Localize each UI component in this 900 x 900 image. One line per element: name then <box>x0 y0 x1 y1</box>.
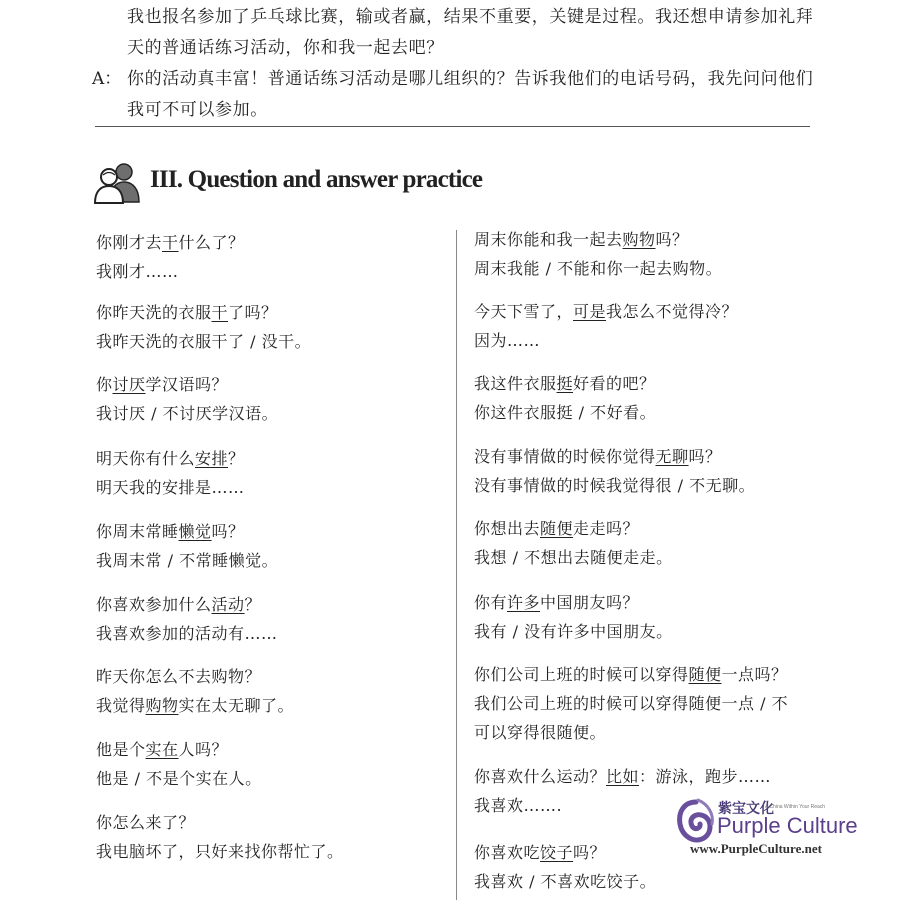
speaker-label: A： <box>92 69 122 89</box>
question-text <box>96 735 262 764</box>
two-people-icon <box>93 160 141 204</box>
question-text <box>474 588 673 617</box>
qa-item <box>474 297 738 355</box>
answer-text: 他是 / 不是个实在人。 <box>96 769 262 788</box>
dialogue-line-2: 天的普通话练习活动，你和我一起去吧？ <box>127 38 444 58</box>
question-suffix: ：游泳，跑步…… <box>639 767 772 786</box>
question-text <box>474 660 788 689</box>
underlined-word: 随便 <box>540 519 574 538</box>
question-suffix: ？ <box>244 595 262 614</box>
question-prefix: 你周末常睡 <box>96 522 179 541</box>
underlined-word: 挺 <box>556 374 574 393</box>
section-divider <box>95 126 810 127</box>
qa-item <box>474 369 656 427</box>
question-text <box>96 517 278 546</box>
answer-suffix: 实在太无聊了。 <box>178 696 295 715</box>
question-suffix: 吗？ <box>688 447 722 466</box>
question-prefix: 昨天你怎么不去购物？ <box>96 667 262 686</box>
question-suffix: 人吗？ <box>178 740 229 759</box>
qa-item <box>96 444 245 502</box>
question-text <box>474 838 656 867</box>
underlined-word: 干 <box>162 233 179 252</box>
section-title: III. Question and answer practice <box>150 166 483 193</box>
answer-text: 我喜欢参加的活动有…… <box>96 624 278 643</box>
question-prefix: 你刚才去 <box>96 233 163 252</box>
question-suffix: 了吗？ <box>228 303 278 322</box>
question-prefix: 周末你能和我一起去 <box>474 230 623 249</box>
question-text <box>474 369 656 398</box>
column-divider <box>456 230 457 900</box>
qa-item <box>96 298 311 356</box>
underlined-word: 安排 <box>195 449 229 468</box>
question-suffix: 走走吗？ <box>573 519 640 538</box>
question-suffix: 学汉语吗？ <box>145 375 229 394</box>
qa-item <box>474 514 673 572</box>
answer-text: 我讨厌 / 不讨厌学汉语。 <box>96 404 279 423</box>
watermark-name: Purple Culture <box>717 813 858 838</box>
question-suffix: 什么了？ <box>178 233 245 252</box>
underlined-word: 实在 <box>145 740 179 759</box>
answer-text: 我刚才…… <box>96 262 179 281</box>
qa-item <box>96 228 245 286</box>
question-prefix: 我这件衣服 <box>474 374 557 393</box>
question-prefix: 你想出去 <box>474 519 541 538</box>
answer-text: 我有 / 没有许多中国朋友。 <box>474 622 673 641</box>
question-suffix: ？ <box>228 449 245 468</box>
question-prefix: 他是个 <box>96 740 146 759</box>
question-suffix: 吗？ <box>211 522 245 541</box>
question-suffix: 吗？ <box>573 843 607 862</box>
question-suffix: 一点吗？ <box>721 665 788 684</box>
question-suffix: 好看的吧？ <box>573 374 656 393</box>
underlined-word: 随便 <box>688 665 722 684</box>
question-prefix: 你喜欢吃 <box>474 843 541 862</box>
question-prefix: 今天下雪了， <box>474 302 574 321</box>
answer-text: 我喜欢 / 不喜欢吃饺子。 <box>474 872 657 891</box>
question-text <box>474 442 755 471</box>
underlined-word: 购物 <box>622 230 656 249</box>
question-suffix: 中国朋友吗？ <box>540 593 640 612</box>
answer-text: 我们公司上班的时候可以穿得随便一点 / 不 <box>474 694 789 713</box>
watermark-tagline: A China Within Your Reach <box>765 804 826 810</box>
question-text <box>96 228 245 257</box>
qa-item <box>474 442 755 500</box>
question-prefix: 没有事情做的时候你觉得 <box>474 447 656 466</box>
answer-text: 我昨天洗的衣服干了 / 没干。 <box>96 332 312 351</box>
answer-text: 我想 / 不想出去随便走走。 <box>474 548 673 567</box>
underlined-word: 比如 <box>606 767 640 786</box>
qa-item <box>96 808 344 866</box>
qa-item <box>474 225 722 283</box>
question-text <box>474 762 771 791</box>
answer-text: 因为…… <box>474 331 541 350</box>
answer-text: 没有事情做的时候我觉得很 / 不无聊。 <box>474 476 756 495</box>
question-text <box>474 225 722 254</box>
qa-item <box>474 660 788 747</box>
answer-text: 我周末常 / 不常睡懒觉。 <box>96 551 279 570</box>
question-prefix: 你喜欢参加什么 <box>96 595 212 614</box>
qa-item <box>96 370 278 428</box>
underlined-word: 活动 <box>211 595 245 614</box>
question-prefix: 明天你有什么 <box>96 449 196 468</box>
underlined-word: 饺子 <box>540 843 574 862</box>
dialogue-line-3: 你的活动真丰富！普通话练习活动是哪儿组织的？告诉我他们的电话号码，我先问问他们 <box>127 69 814 89</box>
qa-item <box>474 588 673 646</box>
answer-text: 你这件衣服挺 / 不好看。 <box>474 403 657 422</box>
underlined-word: 许多 <box>507 593 541 612</box>
answer-text <box>96 691 294 720</box>
qa-item <box>96 517 278 575</box>
answer-text-continued: 可以穿得很随便。 <box>474 723 607 742</box>
question-prefix: 你 <box>96 375 113 394</box>
question-prefix: 你有 <box>474 593 508 612</box>
question-text <box>474 514 673 543</box>
dialogue-line-4: 我可不可以参加。 <box>127 100 268 120</box>
answer-text: 周末我能 / 不能和你一起去购物。 <box>474 259 723 278</box>
question-text <box>96 444 245 473</box>
question-text <box>474 297 738 326</box>
underlined-word: 干 <box>211 303 229 322</box>
qa-item <box>474 838 656 896</box>
underlined-word: 讨厌 <box>112 375 146 394</box>
answer-text: 我喜欢……. <box>474 796 563 815</box>
underlined-word: 无聊 <box>655 447 689 466</box>
qa-item <box>96 590 278 648</box>
question-suffix: 吗？ <box>655 230 689 249</box>
question-text <box>96 370 278 399</box>
answer-prefix: 我觉得 <box>96 696 146 715</box>
watermark-chinese: 紫宝文化 <box>718 801 774 817</box>
watermark-url: www.PurpleCulture.net <box>690 841 822 856</box>
question-suffix: 我怎么不觉得冷？ <box>606 302 739 321</box>
dialogue-line-1: 我也报名参加了乒乓球比赛，输或者赢，结果不重要，关键是过程。我还想申请参加礼拜 <box>127 7 814 27</box>
question-prefix: 你怎么来了？ <box>96 813 196 832</box>
question-prefix: 你喜欢什么运动？ <box>474 767 607 786</box>
question-text <box>96 298 311 327</box>
question-text <box>96 662 294 691</box>
answer-text: 明天我的安排是…… <box>96 478 245 497</box>
question-prefix: 你昨天洗的衣服 <box>96 303 212 322</box>
underlined-word: 懒觉 <box>178 522 212 541</box>
underlined-word: 购物 <box>145 696 179 715</box>
qa-item <box>96 735 262 793</box>
question-text <box>96 590 278 619</box>
question-prefix: 你们公司上班的时候可以穿得 <box>474 665 689 684</box>
underlined-word: 可是 <box>573 302 607 321</box>
question-text <box>96 808 344 837</box>
qa-item <box>96 662 294 720</box>
answer-text: 我电脑坏了，只好来找你帮忙了。 <box>96 842 344 861</box>
